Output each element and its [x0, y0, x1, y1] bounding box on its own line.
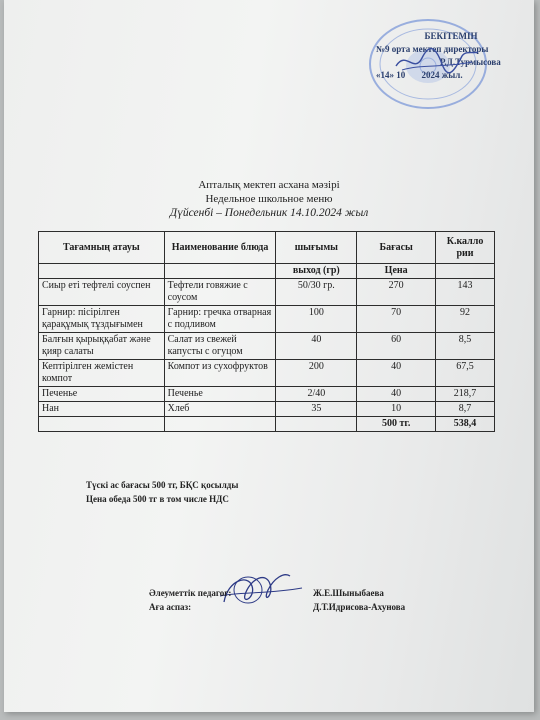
- price-note-kz: Түскі ас бағасы 500 тг, БҚС қосылды: [86, 480, 239, 490]
- social-pedagogue-label: Әлеуметтік педагог:: [149, 588, 232, 598]
- header-yield: шығымы: [276, 232, 357, 264]
- document-page: [4, 0, 534, 712]
- total-price: 500 тг.: [357, 417, 436, 432]
- table-row: Печенье Печенье 2/40 40 218,7: [39, 387, 495, 402]
- table-row: Балғын қырыққабат және қияр салаты Салат из свежей капусты с огуцом 40 60 8,5: [39, 333, 495, 360]
- price-note: [86, 478, 238, 506]
- director-signature: [392, 44, 482, 78]
- header-name-ru: Наименование блюда: [164, 232, 276, 264]
- head-cook-name: Д.Т.Идрисова-Ахунова: [313, 602, 406, 612]
- approval-date: «14» 10 2024 жыл.: [376, 70, 463, 80]
- table-header-row: [39, 232, 495, 264]
- head-cook-label: Аға аспаз:: [149, 602, 192, 612]
- subheader-yield: выход (гр): [276, 264, 357, 279]
- heading-ru: Недельное школьное меню: [205, 193, 333, 205]
- social-pedagogue-name: Ж.Е.Шыныбаева: [313, 588, 384, 598]
- heading-date: Дүйсенбі – Понедельник 14.10.2024 жыл: [169, 207, 369, 219]
- total-kcal: 538,4: [436, 417, 495, 432]
- header-kcal: К.калло рии: [436, 232, 495, 264]
- approval-director-name: Р.Д.Турмысова: [440, 57, 501, 67]
- menu-heading: [4, 178, 534, 220]
- table-row: Гарнир: пісірілген қарақұмық тұздығымен Гарнир: гречка отварная с подливом 100 70 92: [39, 306, 495, 333]
- table-total-row: [39, 417, 495, 432]
- approval-title: БЕКІТЕМІН: [424, 31, 478, 41]
- menu-table: [38, 231, 495, 432]
- price-note-ru: Цена обеда 500 тг в том числе НДС: [86, 494, 229, 504]
- header-name-kz: Тағамның атауы: [39, 232, 165, 264]
- table-row: Нан Хлеб 35 10 8,7: [39, 402, 495, 417]
- subheader-price: Цена: [357, 264, 436, 279]
- approval-director: №9 орта мектеп директоры: [376, 44, 489, 54]
- table-subheader-row: [39, 264, 495, 279]
- heading-kz: Апталық мектеп асхана мәзірі: [198, 179, 340, 191]
- header-price: Бағасы: [357, 232, 436, 264]
- table-row: Кептірілген жемістен компот Компот из сухофруктов 200 40 67,5: [39, 360, 495, 387]
- table-row: Сиыр еті тефтелі соуспен Тефтели говяжие с соусом 50/30 гр. 270 143: [39, 279, 495, 306]
